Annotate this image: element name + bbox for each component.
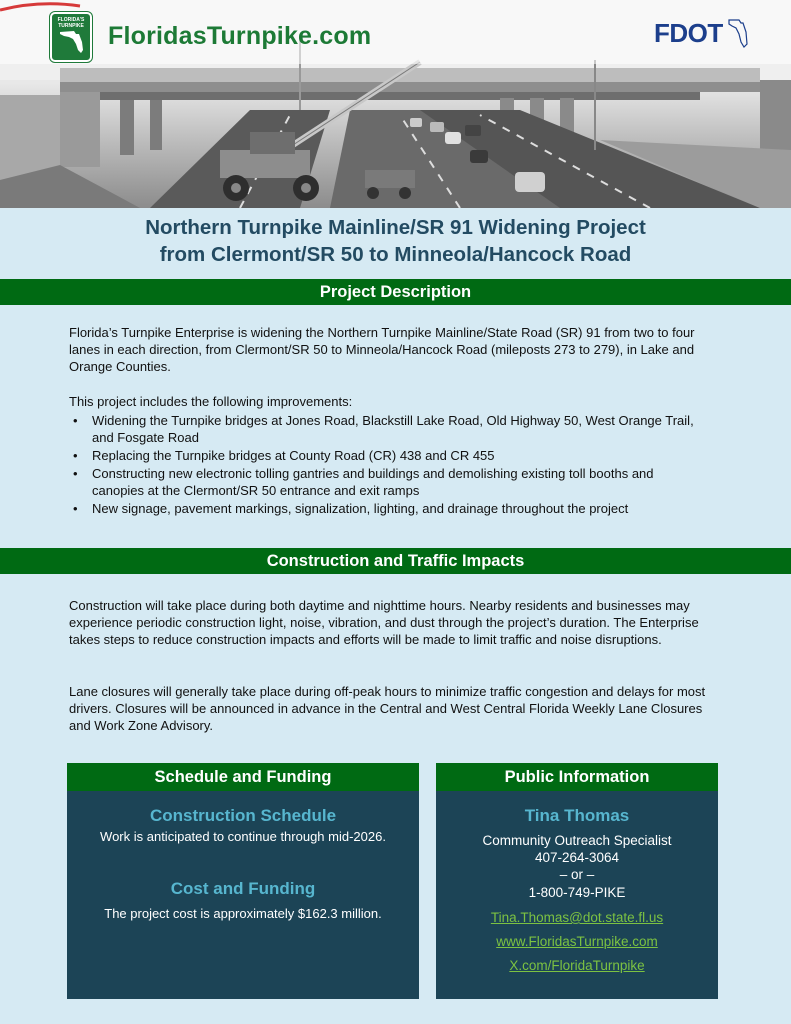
- contact-email-link[interactable]: Tina.Thomas@dot.state.fl.us: [490, 910, 664, 925]
- fdot-logo: FDOT: [654, 18, 723, 48]
- list-item: • Replacing the Turnpike bridges at County Road (CR) 438 and CR 455: [69, 447, 709, 464]
- contact-or: – or –: [559, 867, 595, 882]
- cost-funding-text: The project cost is approximately $162.3 million.: [104, 906, 382, 921]
- florida-outline-icon: [727, 16, 749, 50]
- page-title: [0, 214, 791, 268]
- list-item: • Constructing new electronic tolling gantries and buildings and demolishing existing toll booths and canopies at the Clermont/SR 50 entrance and exit ramps: [69, 465, 709, 499]
- construction-paragraph-1: Construction will take place during both daytime and nighttime hours. Nearby residents and businesses may experience periodic construction light, noise, vibration, and dust through the project’s duration. The Enterprise takes steps to reduce construction impacts and efforts will be made to limit traffic and noise disruptions.: [69, 598, 699, 647]
- title-line-1: Northern Turnpike Mainline/SR 91 Widening Project: [145, 216, 646, 239]
- florida-state-icon: [52, 14, 90, 60]
- contact-phone: 407-264-3064: [534, 850, 620, 865]
- construction-paragraph-2: Lane closures will generally take place during off-peak hours to minimize traffic congestion and delays for most drivers. Closures will be announced in advance in the Central and West Central Florida Weekly Lane Closures and Work Zone Advisory.: [69, 684, 706, 733]
- turnpike-logo: [50, 12, 92, 62]
- cost-funding-title: Cost and Funding: [170, 879, 316, 898]
- public-information-heading: Public Information: [436, 763, 718, 791]
- contact-role: Community Outreach Specialist: [482, 833, 672, 848]
- construction-schedule-title: Construction Schedule: [149, 806, 337, 825]
- logo-text-top: FLORIDA'S: [57, 17, 85, 23]
- header-banner: [0, 0, 791, 208]
- improvements-lead: This project includes the following improvements:: [69, 394, 353, 409]
- improvements-list: [69, 412, 709, 518]
- contact-name: Tina Thomas: [524, 806, 630, 825]
- list-item: • New signage, pavement markings, signalization, lighting, and drainage throughout the project: [69, 500, 709, 517]
- social-link[interactable]: X.com/FloridaTurnpike: [509, 958, 645, 973]
- logo-text-bottom: TURNPIKE: [58, 23, 84, 29]
- section-heading-construction: Construction and Traffic Impacts: [0, 548, 791, 574]
- schedule-funding-heading: Schedule and Funding: [67, 763, 419, 791]
- list-item: • Widening the Turnpike bridges at Jones Road, Blackstill Lake Road, Old Highway 50, West Orange Trail, and Fosgate Road: [69, 412, 709, 446]
- public-information-box: [436, 763, 718, 999]
- website-link[interactable]: www.FloridasTurnpike.com: [496, 934, 658, 949]
- contact-phone-alt: 1-800-749-PIKE: [528, 885, 626, 900]
- project-intro-paragraph: Florida’s Turnpike Enterprise is widening the Northern Turnpike Mainline/State Road (SR) 91 from two to four lanes in each direction, from Clermont/SR 50 to Minneola/Hancock Road (mileposts 273 to 279), in Lake and Orange Counties.: [69, 325, 695, 374]
- schedule-funding-box: [67, 763, 419, 999]
- fdot-swoosh-icon: [0, 0, 95, 14]
- section-heading-project-description: Project Description: [0, 279, 791, 305]
- site-title[interactable]: FloridasTurnpike.com: [108, 22, 372, 50]
- construction-schedule-text: Work is anticipated to continue through mid-2026.: [100, 829, 386, 844]
- title-line-2: from Clermont/SR 50 to Minneola/Hancock Road: [159, 243, 632, 266]
